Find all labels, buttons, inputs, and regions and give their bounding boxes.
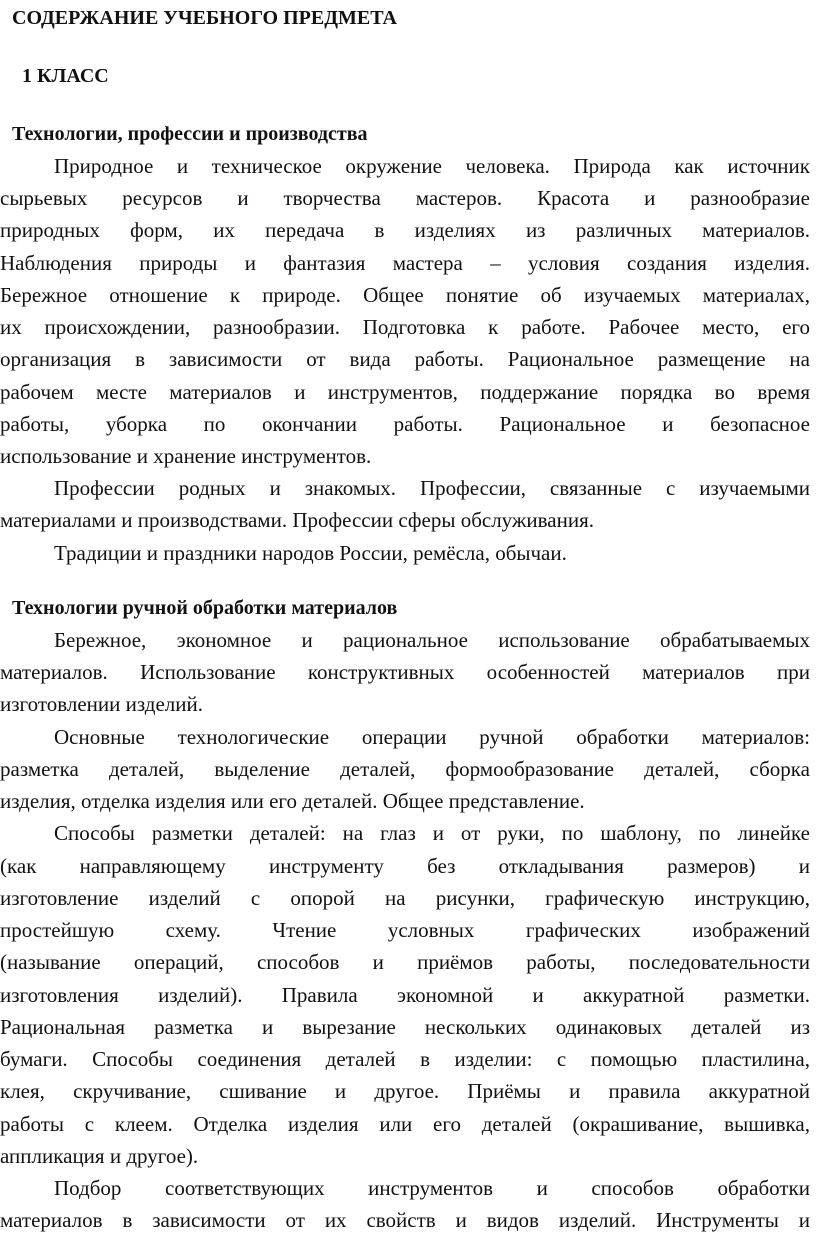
text-line: бумаги. Способы соединения деталей в изделии: с помощью пластилина, xyxy=(0,1047,810,1071)
text-line: изготовления изделий). Правила экономной и аккуратной разметки. xyxy=(0,983,810,1007)
text-line: сырьевых ресурсов и творчества мастеров. Красота и разнообразие xyxy=(0,186,810,210)
text-line: природных форм, их передача в изделиях из различных материалов. xyxy=(0,218,810,242)
text-line: Рациональная разметка и вырезание нескольких одинаковых деталей из xyxy=(0,1015,810,1039)
text-line: разметка деталей, выделение деталей, формообразование деталей, сборка xyxy=(0,757,810,781)
text-line: Традиции и праздники народов России, ремёсла, обычаи. xyxy=(54,541,567,565)
text-line: Подбор соответствующих инструментов и способов обработки xyxy=(54,1176,810,1200)
text-line: работы с клеем. Отделка изделия или его деталей (окрашивание, вышивка, xyxy=(0,1112,810,1136)
document-title: СОДЕРЖАНИЕ УЧЕБНОГО ПРЕДМЕТА xyxy=(12,7,397,29)
text-line: изделия, отделка изделия или его деталей. Общее представление. xyxy=(0,789,585,813)
text-line: материалов. Использование конструктивных особенностей материалов при xyxy=(0,660,810,684)
text-line: простейшую схему. Чтение условных графических изображений xyxy=(0,918,810,942)
section-heading: Технологии, профессии и производства xyxy=(12,123,368,145)
text-line: Профессии родных и знакомых. Профессии, связанные с изучаемыми xyxy=(54,476,810,500)
grade-heading: 1 КЛАСС xyxy=(22,65,109,87)
text-line: изготовление изделий с опорой на рисунки, графическую инструкцию, xyxy=(0,886,810,910)
text-line: материалов в зависимости от их свойств и видов изделий. Инструменты и xyxy=(0,1208,810,1232)
section-heading: Технологии ручной обработки материалов xyxy=(12,597,398,619)
text-line: работы, уборка по окончании работы. Рациональное и безопасное xyxy=(0,412,810,436)
text-line: использование и хранение инструментов. xyxy=(0,444,372,468)
text-line: (как направляющему инструменту без откладывания размеров) и xyxy=(0,854,810,878)
text-line: материалами и производствами. Профессии сферы обслуживания. xyxy=(0,508,594,532)
text-line: организация в зависимости от вида работы. Рациональное размещение на xyxy=(0,347,810,371)
text-line: Бережное, экономное и рациональное использование обрабатываемых xyxy=(54,628,810,652)
text-line: Способы разметки деталей: на глаз и от руки, по шаблону, по линейке xyxy=(54,821,810,845)
text-line: рабочем месте материалов и инструментов, поддержание порядка во время xyxy=(0,380,810,404)
text-line: (называние операций, способов и приёмов работы, последовательности xyxy=(0,950,810,974)
text-line: Наблюдения природы и фантазия мастера – условия создания изделия. xyxy=(0,251,810,275)
text-line: аппликация и другое). xyxy=(0,1144,199,1168)
text-line: клея, скручивание, сшивание и другое. Приёмы и правила аккуратной xyxy=(0,1079,810,1103)
text-line: Бережное отношение к природе. Общее понятие об изучаемых материалах, xyxy=(0,283,810,307)
text-line: Природное и техническое окружение человека. Природа как источник xyxy=(54,154,810,178)
text-line: изготовлении изделий. xyxy=(0,692,204,716)
text-line: Основные технологические операции ручной обработки материалов: xyxy=(54,725,810,749)
text-line: их происхождении, разнообразии. Подготовка к работе. Рабочее место, его xyxy=(0,315,810,339)
